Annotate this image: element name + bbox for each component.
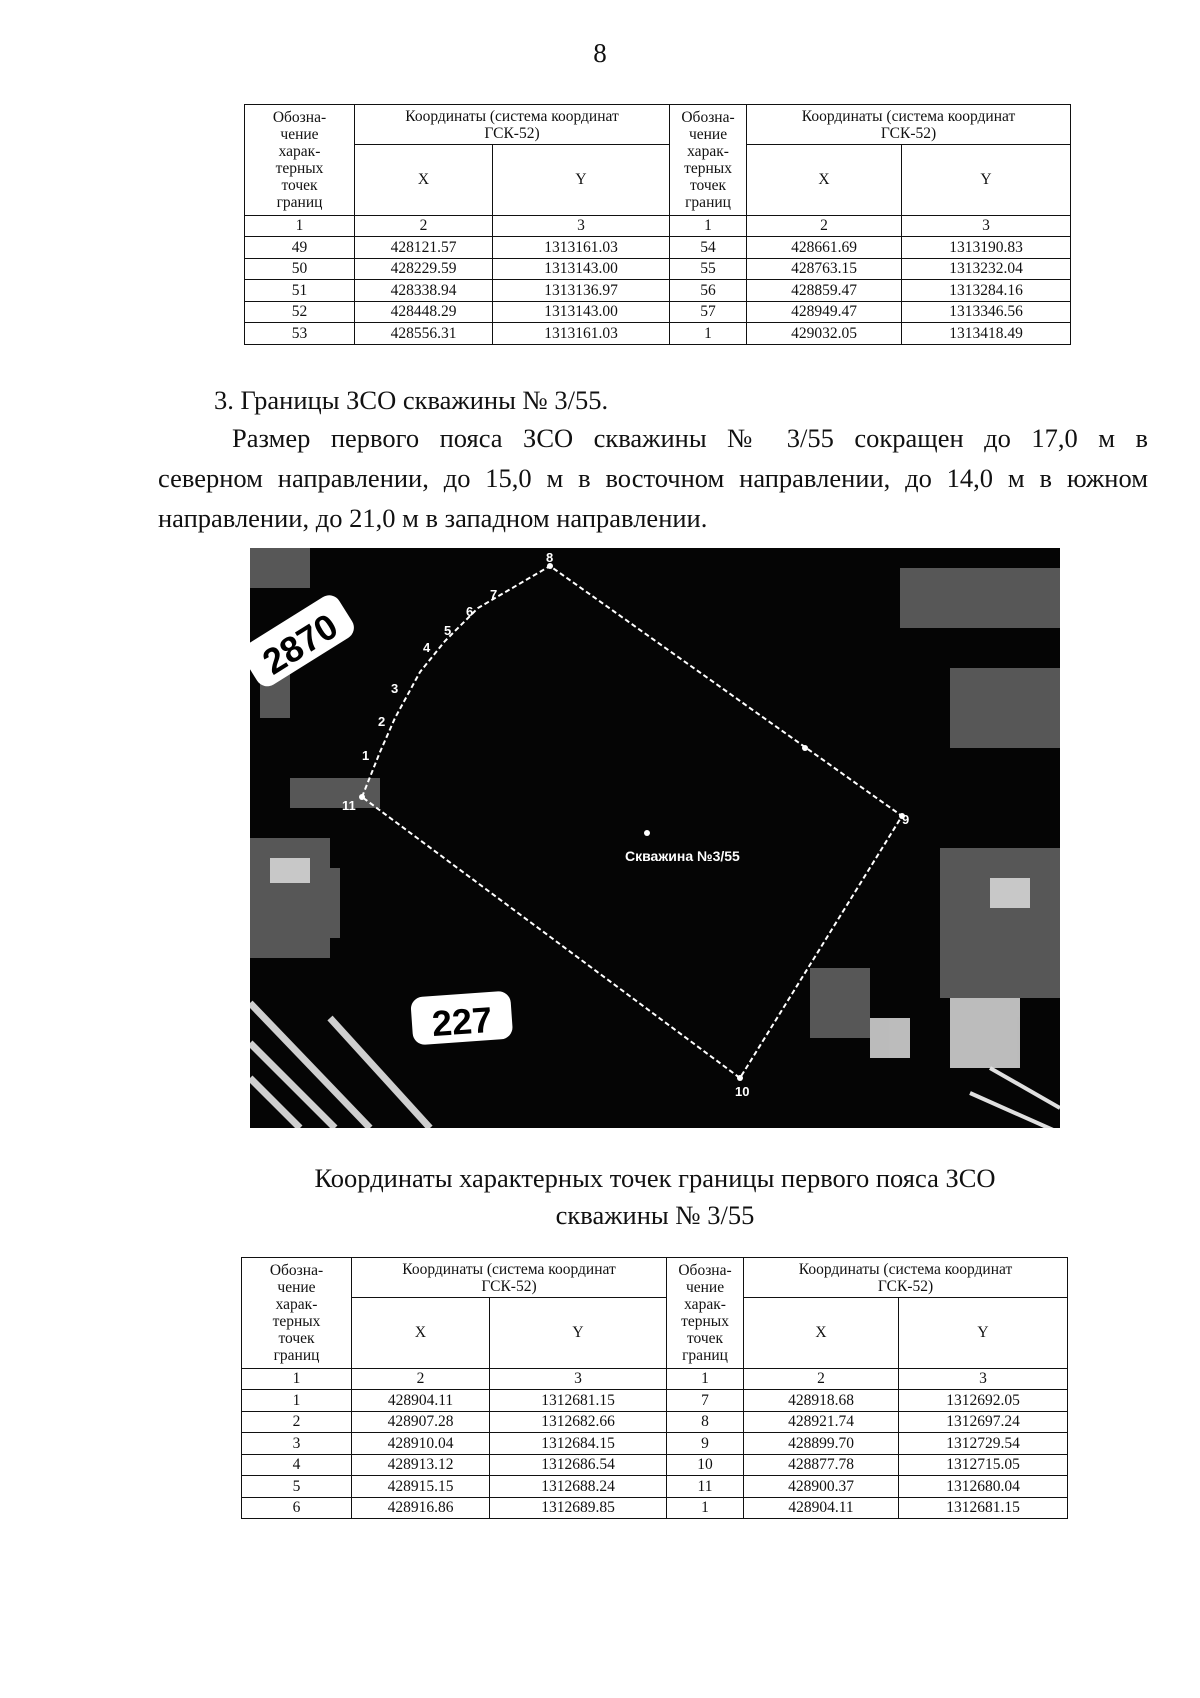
column-number-row: 1 2 3 1 2 3 [242, 1369, 1068, 1390]
well-label: Скважина №3/55 [625, 848, 740, 864]
table-row: 53 428556.31 1313161.03 1 429032.05 1313418.49 [245, 323, 1071, 345]
header-y: Y [899, 1298, 1068, 1369]
well-marker [644, 830, 650, 836]
header-x: X [747, 145, 902, 216]
column-number-row: 1 2 3 1 2 3 [245, 216, 1071, 237]
header-y: Y [493, 145, 670, 216]
point-label: 3 [391, 681, 399, 696]
header-coords: Координаты (система координат ГСК-52) [744, 1258, 1068, 1298]
header-designation: Обозна- чение харак- терных точек границ [667, 1258, 744, 1369]
header-x: X [355, 145, 493, 216]
point-label: 4 [423, 640, 431, 655]
header-coords: Координаты (система координат ГСК-52) [747, 105, 1071, 145]
point-label: 11 [342, 798, 356, 813]
table-row: 52 428448.29 1313143.00 57 428949.47 1313346.56 [245, 301, 1071, 323]
header-designation: Обозна- чение харак- терных точек границ [670, 105, 747, 216]
point-label: 1 [362, 748, 370, 763]
point-label: 8 [546, 550, 554, 565]
point-label: 7 [490, 587, 498, 602]
table-row: 49 428121.57 1313161.03 54 428661.69 1313190.83 [245, 237, 1071, 259]
table-row: 4 428913.12 1312686.54 10 428877.78 1312715.05 [242, 1454, 1068, 1476]
table-row: 6 428916.86 1312689.85 1 428904.11 1312681.15 [242, 1497, 1068, 1519]
table-row: 1 428904.11 1312681.15 7 428918.68 1312692.05 [242, 1390, 1068, 1412]
point-label: 2 [378, 714, 386, 729]
well-zone-map [250, 548, 1060, 1128]
page-number: 8 [593, 38, 607, 68]
header-x: X [352, 1298, 490, 1369]
header-y: Y [490, 1298, 667, 1369]
parcel-number: 2870 [255, 605, 345, 683]
parcel-number: 227 [430, 998, 494, 1045]
table-row: 2 428907.28 1312682.66 8 428921.74 1312697.24 [242, 1411, 1068, 1433]
table-row: 3 428910.04 1312684.15 9 428899.70 1312729.54 [242, 1433, 1068, 1455]
paragraph-line: направлении, до 21,0 м в западном направлении. [158, 503, 708, 533]
table-row: 51 428338.94 1313136.97 56 428859.47 1313284.16 [245, 280, 1071, 302]
header-coords: Координаты (система координат ГСК-52) [355, 105, 670, 145]
point-label: 5 [444, 623, 452, 638]
header-y: Y [902, 145, 1071, 216]
header-designation: Обозна- чение харак- терных точек границ [245, 105, 355, 216]
header-coords: Координаты (система координат ГСК-52) [352, 1258, 667, 1298]
coordinates-table-1 [244, 104, 1071, 345]
coordinates-table-2 [241, 1257, 1068, 1519]
point-label: 9 [902, 812, 910, 827]
parcel-label-227 [410, 991, 513, 1046]
body-paragraph [158, 418, 1148, 538]
point-label: 6 [466, 604, 474, 619]
section-heading: 3. Границы ЗСО скважины № 3/55. [214, 385, 609, 415]
point-label: 10 [735, 1084, 750, 1099]
table-caption: Координаты характерных точек границы первого пояса ЗСО скважины № 3/55 [314, 1163, 996, 1230]
header-x: X [744, 1298, 899, 1369]
table-row: 5 428915.15 1312688.24 11 428900.37 1312680.04 [242, 1476, 1068, 1498]
paragraph-line: северном направлении, до 15,0 м в восточном направлении, до 14,0 м в южном [158, 463, 1148, 493]
table-row: 50 428229.59 1313143.00 55 428763.15 1313232.04 [245, 258, 1071, 280]
paragraph-line: Размер первого пояса ЗСО скважины № 3/55 сокращен до 17,0 м в [232, 423, 1148, 453]
header-designation: Обозна- чение харак- терных точек границ [242, 1258, 352, 1369]
